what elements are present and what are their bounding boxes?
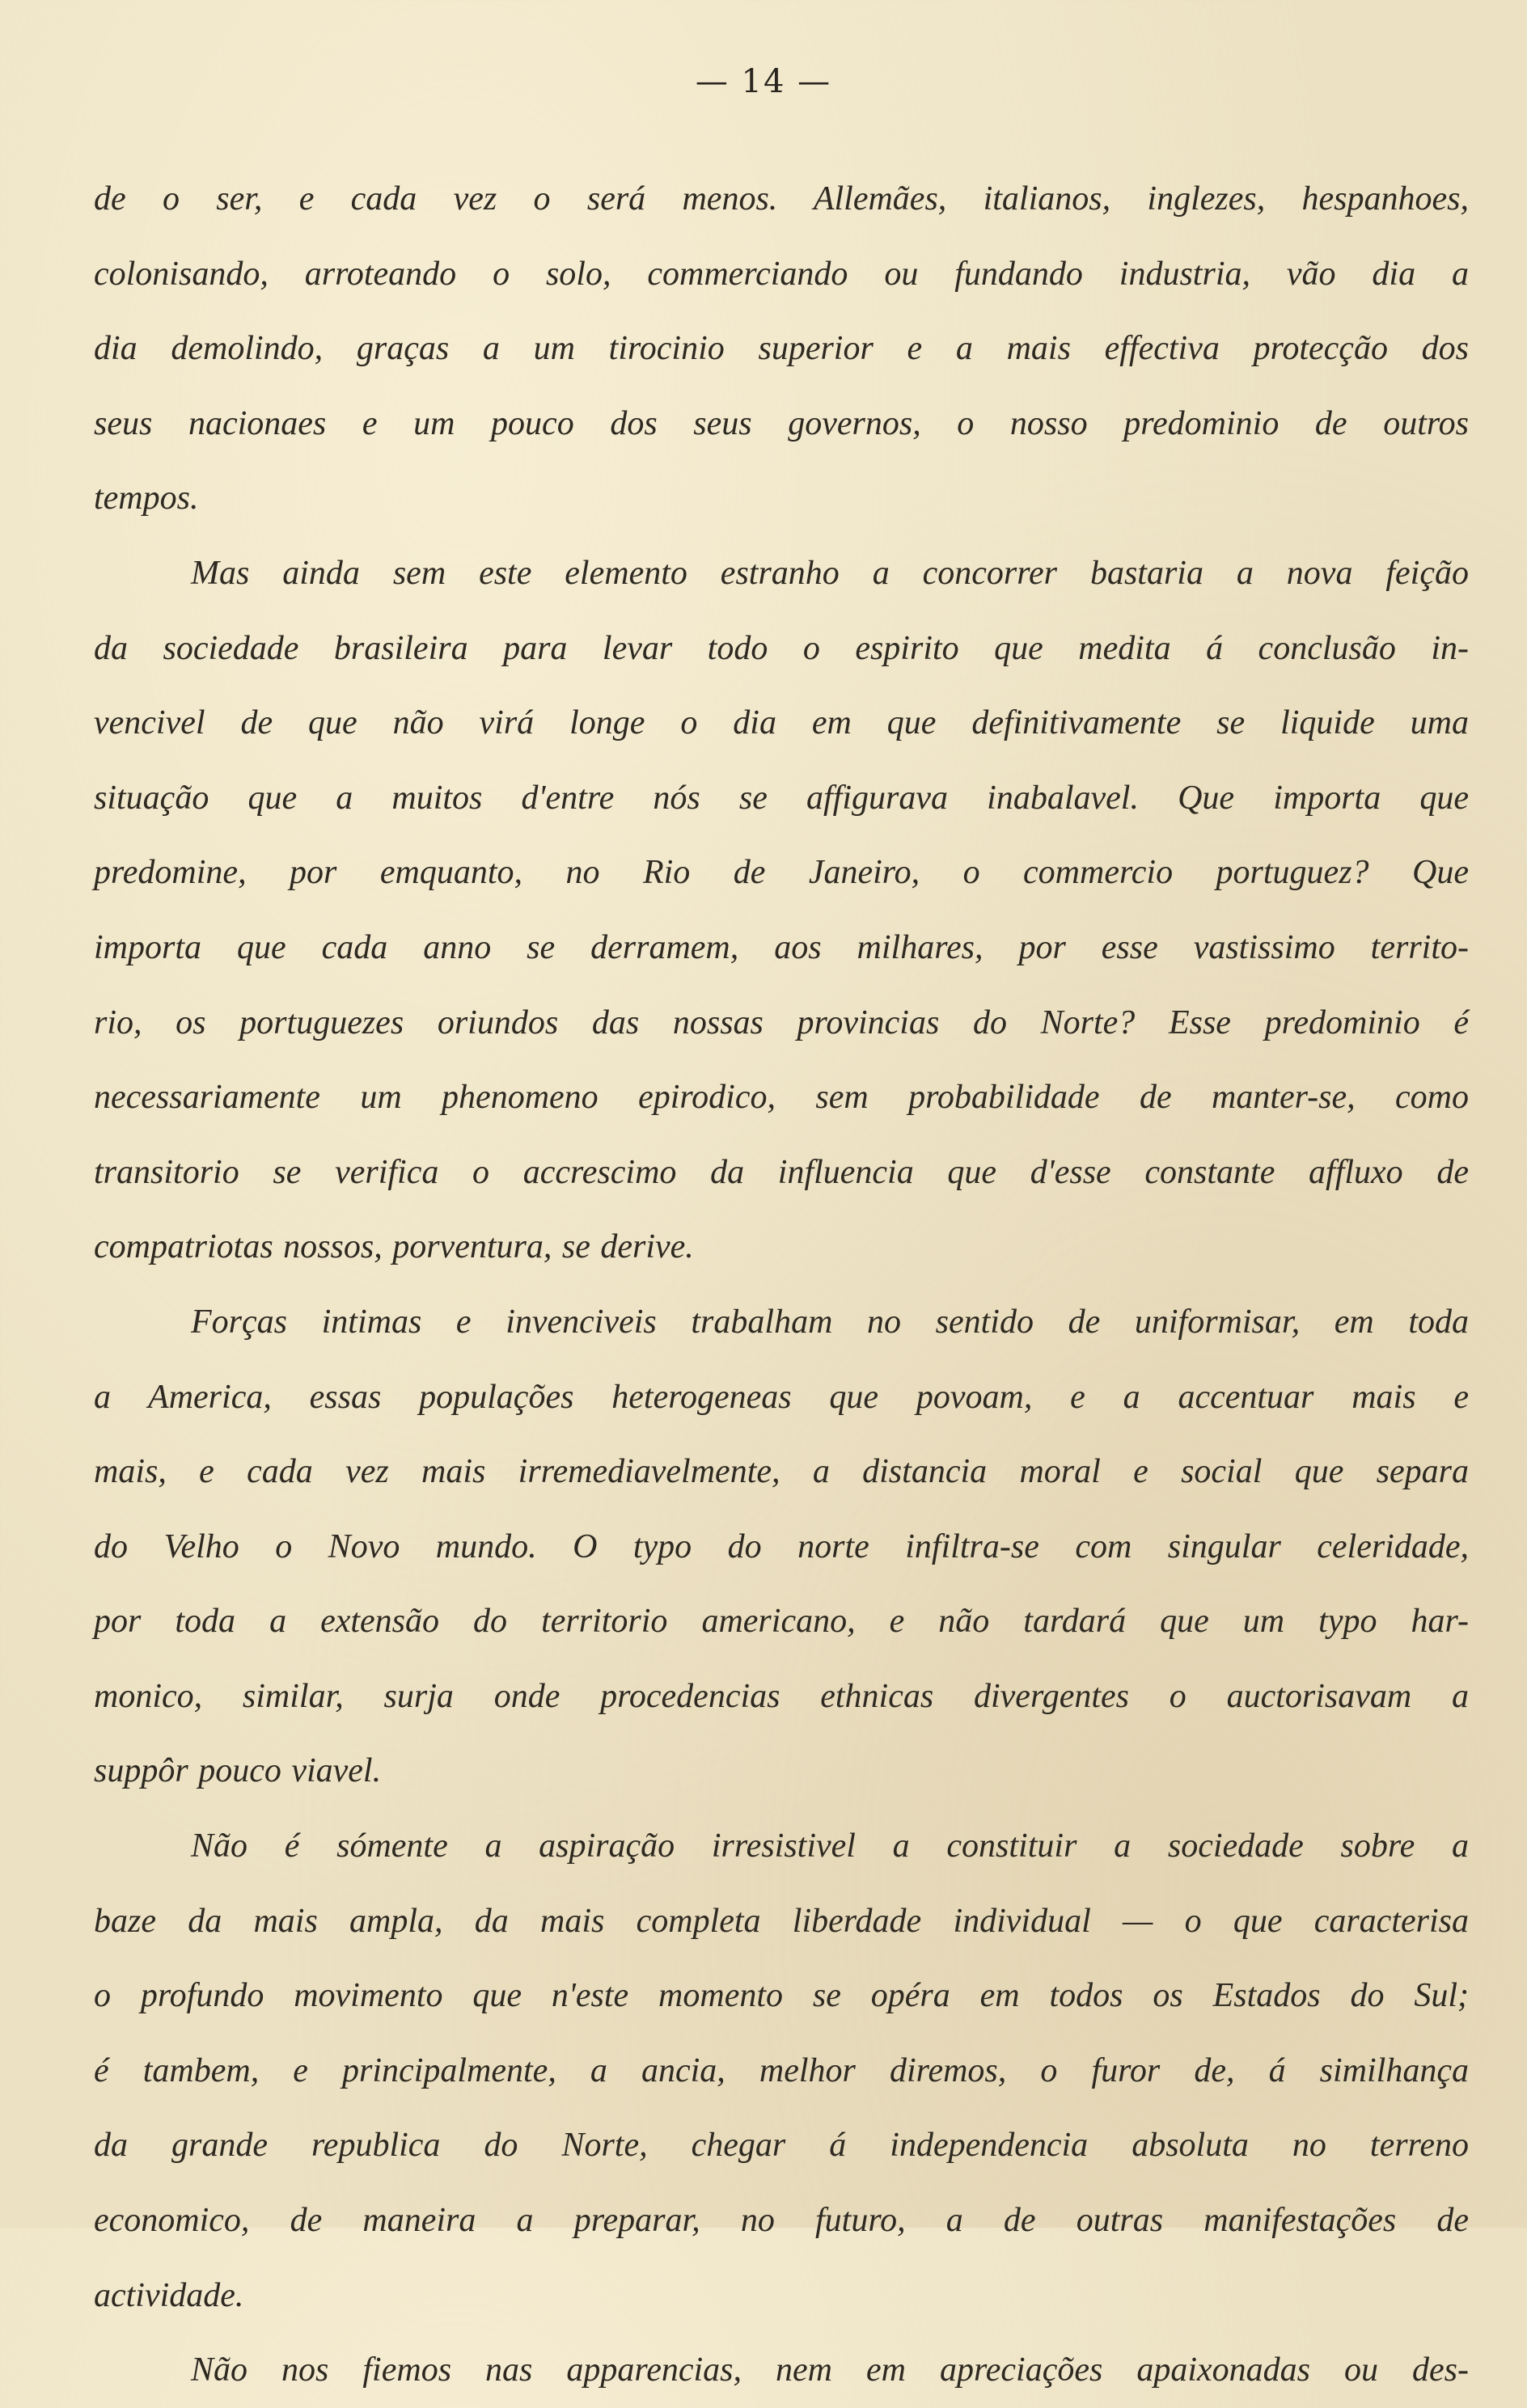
text-line: baze da mais ampla, da mais completa liberdade individual — o que caracterisa bbox=[94, 1902, 1469, 1940]
text-line: é tambem, e principalmente, a ancia, melhor diremos, o furor de, á similhança bbox=[94, 2051, 1469, 2089]
text-line: importa que cada anno se derramem, aos milhares, por esse vastissimo territo- bbox=[94, 928, 1469, 966]
page-number: — 14 — bbox=[695, 63, 832, 100]
text-line: compatriotas nossos, porventura, se derive. bbox=[94, 1228, 694, 1266]
text-line: economico, de maneira a preparar, no futuro, a de outras manifestações de bbox=[94, 2202, 1469, 2240]
text-line: vencivel de que não virá longe o dia em que definitivamente se liquide uma bbox=[94, 704, 1469, 742]
text-line: suppôr pouco viavel. bbox=[94, 1752, 382, 1790]
text-line: monico, similar, surja onde procedencias ethnicas divergentes o auctorisavam a bbox=[94, 1677, 1469, 1715]
text-line: seus nacionaes e um pouco dos seus governos, o nosso predominio de outros bbox=[94, 404, 1469, 442]
text-line: Mas ainda sem este elemento estranho a concorrer bastaria a nova feição bbox=[191, 554, 1469, 592]
text-line: actividade. bbox=[94, 2276, 244, 2314]
text-line: colonisando, arroteando o solo, commerciando ou fundando industria, vão dia a bbox=[94, 255, 1469, 293]
text-line: do Velho o Novo mundo. O typo do norte infiltra-se com singular celeridade, bbox=[94, 1527, 1469, 1565]
text-line: necessariamente um phenomeno epirodico, sem probabilidade de manter-se, como bbox=[94, 1079, 1469, 1117]
text-line: dia demolindo, graças a um tirocinio superior e a mais effectiva protecção dos bbox=[94, 330, 1469, 368]
text-line: a America, essas populações heterogeneas que povoam, e a accentuar mais e bbox=[94, 1378, 1469, 1416]
text-line: da sociedade brasileira para levar todo o espirito que medita á conclusão in- bbox=[94, 629, 1469, 667]
text-line: rio, os portuguezes oriundos das nossas provincias do Norte? Esse predominio é bbox=[94, 1003, 1469, 1041]
text-line: situação que a muitos d'entre nós se affigurava inabalavel. Que importa que bbox=[94, 779, 1469, 817]
text-line: tempos. bbox=[94, 479, 199, 518]
text-line: por toda a extensão do territorio americano, e não tardará que um typo har- bbox=[94, 1603, 1469, 1641]
text-line: o profundo movimento que n'este momento se opéra em todos os Estados do Sul; bbox=[94, 1977, 1469, 2015]
text-line: de o ser, e cada vez o será menos. Allemães, italianos, inglezes, hespanhoes, bbox=[94, 180, 1469, 218]
text-line: predomine, por emquanto, no Rio de Janeiro, o commercio portuguez? Que bbox=[94, 854, 1469, 892]
text-line: transitorio se verifica o accrescimo da influencia que d'esse constante affluxo de bbox=[94, 1153, 1469, 1191]
text-line: mais, e cada vez mais irremediavelmente, a distancia moral e social que separa bbox=[94, 1453, 1469, 1491]
text-line: Não nos fiemos nas apparencias, nem em apreciações apaixonadas ou des- bbox=[191, 2351, 1469, 2389]
text-line: Forças intimas e invenciveis trabalham no sentido de uniformisar, em toda bbox=[191, 1303, 1469, 1341]
text-line: da grande republica do Norte, chegar á independencia absoluta no terreno bbox=[94, 2127, 1469, 2165]
text-line: Não é sómente a aspiração irresistivel a constituir a sociedade sobre a bbox=[191, 1827, 1469, 1865]
body-text bbox=[94, 162, 1469, 2408]
